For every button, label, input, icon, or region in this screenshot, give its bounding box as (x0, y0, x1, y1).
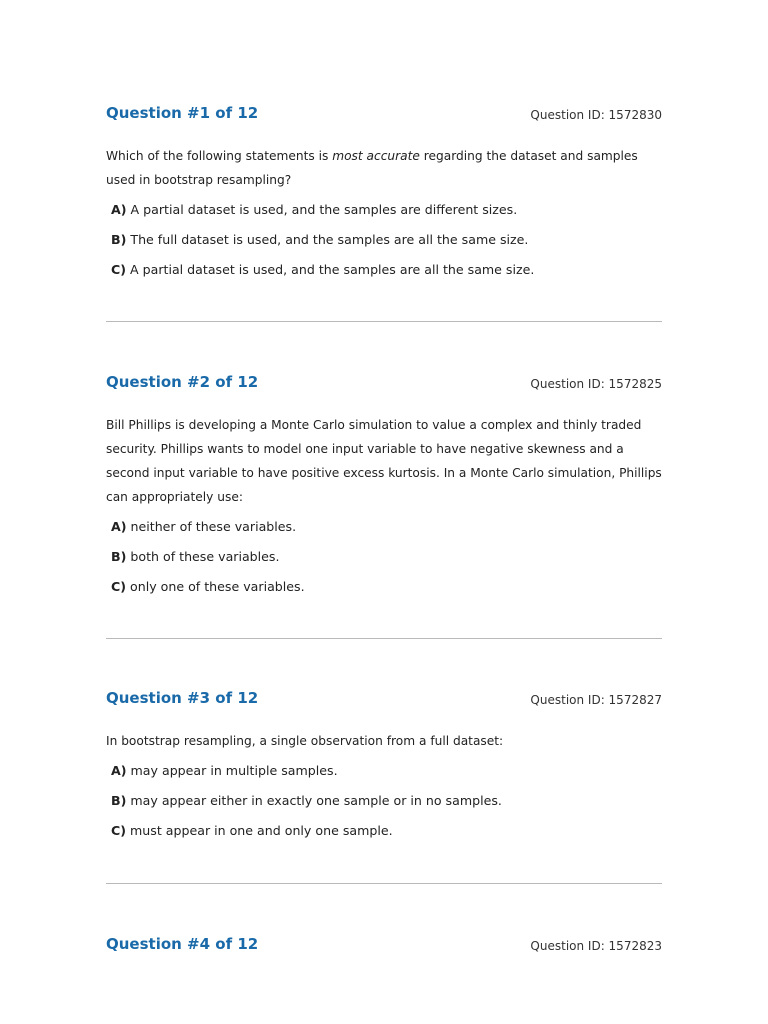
answer-options (106, 763, 662, 839)
option-text: A partial dataset is used, and the samples are all the same size. (130, 262, 535, 277)
question-stem-text: In bootstrap resampling, a single observation from a full dataset: (106, 734, 504, 748)
answer-options (106, 519, 662, 595)
question-divider (106, 321, 662, 322)
question-title: Question #1 of 12 (106, 104, 259, 122)
question-id: Question ID: 1572823 (530, 939, 662, 953)
answer-option-a[interactable] (111, 763, 662, 779)
question-header (106, 689, 662, 713)
option-text: neither of these variables. (130, 519, 297, 534)
option-text: may appear in multiple samples. (130, 763, 338, 778)
question-stem (106, 413, 662, 509)
question-block-1 (106, 104, 662, 292)
question-stem (106, 144, 662, 192)
question-block-2 (106, 373, 662, 609)
question-divider (106, 638, 662, 639)
answer-option-b[interactable] (111, 549, 662, 565)
option-text: The full dataset is used, and the samples are all the same size. (130, 232, 529, 247)
option-letter: B) (111, 232, 127, 247)
option-text: both of these variables. (130, 549, 280, 564)
option-text: A partial dataset is used, and the samples are different sizes. (130, 202, 518, 217)
option-text: only one of these variables. (130, 579, 305, 594)
answer-option-b[interactable] (111, 793, 662, 809)
question-divider (106, 883, 662, 884)
answer-option-a[interactable] (111, 519, 662, 535)
question-block-3 (106, 689, 662, 853)
option-letter: A) (111, 202, 127, 217)
option-text: must appear in one and only one sample. (130, 823, 393, 838)
answer-option-c[interactable] (111, 579, 662, 595)
question-id: Question ID: 1572827 (530, 693, 662, 707)
question-stem-text: Which of the following statements is (106, 149, 333, 163)
question-block-4 (106, 935, 662, 959)
answer-options (106, 202, 662, 278)
question-id: Question ID: 1572830 (530, 108, 662, 122)
option-text: may appear either in exactly one sample or in no samples. (130, 793, 502, 808)
question-header (106, 373, 662, 397)
answer-option-a[interactable] (111, 202, 662, 218)
question-stem-emphasis: most accurate (332, 149, 420, 163)
question-stem-text-end: regarding the dataset and samples used in bootstrap resampling? (106, 149, 638, 187)
answer-option-c[interactable] (111, 262, 662, 278)
question-header (106, 935, 662, 959)
option-letter: C) (111, 262, 126, 277)
question-stem-text: Bill Phillips is developing a Monte Carlo simulation to value a complex and thinly traded security. Phillips wants to model one input variable to have negative skewness and a second input variable to have positive excess kurtosis. In a Monte Carlo simulation, Phillips can appropriately use: (106, 418, 662, 504)
option-letter: B) (111, 793, 127, 808)
question-title: Question #2 of 12 (106, 373, 259, 391)
question-title: Question #4 of 12 (106, 935, 259, 953)
option-letter: A) (111, 519, 127, 534)
answer-option-b[interactable] (111, 232, 662, 248)
option-letter: C) (111, 823, 126, 838)
question-id: Question ID: 1572825 (530, 377, 662, 391)
option-letter: C) (111, 579, 126, 594)
question-title: Question #3 of 12 (106, 689, 259, 707)
option-letter: A) (111, 763, 127, 778)
answer-option-c[interactable] (111, 823, 662, 839)
question-header (106, 104, 662, 128)
option-letter: B) (111, 549, 127, 564)
question-stem (106, 729, 662, 753)
